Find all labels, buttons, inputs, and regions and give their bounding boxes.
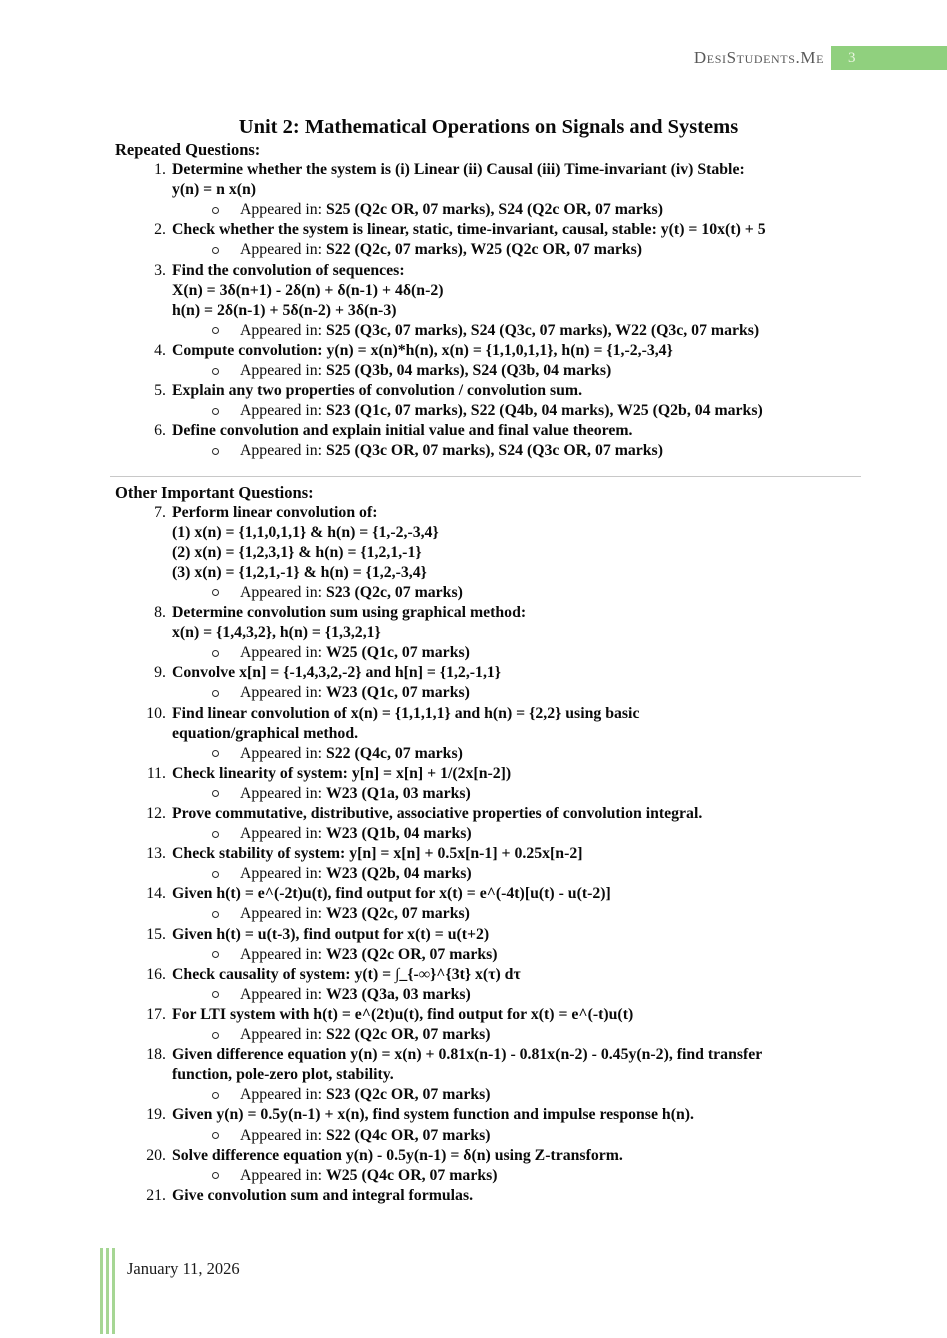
appeared-in-line xyxy=(115,945,915,965)
question-item xyxy=(115,341,915,381)
question-line xyxy=(115,1045,915,1065)
bullet-circle-icon xyxy=(212,690,219,697)
question-item xyxy=(115,884,915,924)
question-item xyxy=(115,844,915,884)
question-line xyxy=(115,724,915,744)
question-line xyxy=(115,603,915,623)
appeared-in-detail: S23 (Q2c, 07 marks) xyxy=(325,583,463,601)
appeared-in-detail: W25 (Q4c OR, 07 marks) xyxy=(325,1166,498,1184)
appeared-in-line xyxy=(115,240,915,260)
question-line xyxy=(115,1065,915,1085)
question-line xyxy=(115,925,915,945)
question-text: y(n) = n x(n) xyxy=(172,181,257,199)
question-text: Define convolution and explain initial value and final value theorem. xyxy=(172,422,633,440)
question-number: 10. xyxy=(146,704,166,722)
appeared-in-line xyxy=(115,583,915,603)
question-line xyxy=(115,1146,915,1166)
document-content xyxy=(115,114,915,1206)
question-line xyxy=(115,503,915,523)
appeared-in-label: Appeared in: xyxy=(240,744,326,762)
question-line xyxy=(115,543,915,563)
question-number: 21. xyxy=(146,1186,166,1204)
appeared-in-label: Appeared in: xyxy=(240,865,326,883)
appeared-in-line xyxy=(115,401,915,421)
appeared-in-detail: W23 (Q2c OR, 07 marks) xyxy=(325,945,498,963)
appeared-in-label: Appeared in: xyxy=(240,583,326,601)
page-title: Unit 2: Mathematical Operations on Signals and Systems xyxy=(238,116,739,138)
appeared-in-label: Appeared in: xyxy=(240,945,326,963)
question-item xyxy=(115,1105,915,1145)
question-line xyxy=(115,1186,915,1206)
question-line xyxy=(115,884,915,904)
question-item xyxy=(115,663,915,703)
appeared-in-label: Appeared in: xyxy=(240,1086,326,1104)
question-line xyxy=(115,381,915,401)
section-divider xyxy=(110,476,861,477)
question-item xyxy=(115,220,915,260)
question-number: 14. xyxy=(146,885,166,903)
question-text: function, pole-zero plot, stability. xyxy=(172,1066,394,1084)
bullet-circle-icon xyxy=(212,790,219,797)
question-item xyxy=(115,925,915,965)
appeared-in-detail: W23 (Q1c, 07 marks) xyxy=(325,684,470,702)
question-number: 8. xyxy=(154,604,166,622)
bullet-circle-icon xyxy=(212,1172,219,1179)
question-text: Check causality of system: y(t) = ∫_{-∞}^{3t} x(τ) dτ xyxy=(172,965,521,983)
question-text: (1) x(n) = {1,1,0,1,1} & h(n) = {1,-2,-3,4} xyxy=(172,523,439,541)
appeared-in-detail: S25 (Q3c, 07 marks), S24 (Q3c, 07 marks), W22 (Q3c, 07 marks) xyxy=(325,321,760,339)
section-heading: Repeated Questions: xyxy=(115,140,261,159)
question-line xyxy=(115,261,915,281)
appeared-in-line xyxy=(115,361,915,381)
appeared-in-label: Appeared in: xyxy=(240,1166,326,1184)
bullet-circle-icon xyxy=(212,911,219,918)
appeared-in-label: Appeared in: xyxy=(240,1026,326,1044)
question-number: 5. xyxy=(154,382,166,400)
question-item xyxy=(115,421,915,461)
question-number: 2. xyxy=(154,221,166,239)
appeared-in-detail: S22 (Q4c OR, 07 marks) xyxy=(325,1126,491,1144)
appeared-in-line xyxy=(115,1025,915,1045)
question-item xyxy=(115,1186,915,1206)
appeared-in-line xyxy=(115,744,915,764)
appeared-in-label: Appeared in: xyxy=(240,362,326,380)
question-number: 16. xyxy=(146,965,166,983)
appeared-in-detail: S25 (Q3c OR, 07 marks), S24 (Q3c OR, 07 marks) xyxy=(325,442,663,460)
question-line xyxy=(115,623,915,643)
question-text: Give convolution sum and integral formulas. xyxy=(172,1186,474,1204)
appeared-in-label: Appeared in: xyxy=(240,905,326,923)
question-item xyxy=(115,965,915,1005)
appeared-in-label: Appeared in: xyxy=(240,825,326,843)
appeared-in-line xyxy=(115,985,915,1005)
appeared-in-detail: S23 (Q1c, 07 marks), S22 (Q4b, 04 marks), W25 (Q2b, 04 marks) xyxy=(325,402,763,420)
question-number: 15. xyxy=(146,925,166,943)
question-item xyxy=(115,804,915,844)
question-line xyxy=(115,220,915,240)
question-line xyxy=(115,563,915,583)
appeared-in-line xyxy=(115,864,915,884)
question-text: (2) x(n) = {1,2,3,1} & h(n) = {1,2,1,-1} xyxy=(172,543,422,561)
question-text: Find linear convolution of x(n) = {1,1,1,1} and h(n) = {2,2} using basic xyxy=(172,704,640,722)
bullet-circle-icon xyxy=(212,871,219,878)
question-item xyxy=(115,603,915,663)
question-text: X(n) = 3δ(n+1) - 2δ(n) + δ(n-1) + 4δ(n-2) xyxy=(172,281,444,299)
question-text: For LTI system with h(t) = e^(2t)u(t), find output for x(t) = e^(-t)u(t) xyxy=(172,1005,634,1023)
question-text: Given h(t) = u(t-3), find output for x(t) = u(t+2) xyxy=(172,925,490,943)
question-text: Given y(n) = 0.5y(n-1) + x(n), find system function and impulse response h(n). xyxy=(172,1106,694,1124)
appeared-in-line xyxy=(115,200,915,220)
appeared-in-detail: S25 (Q3b, 04 marks), S24 (Q3b, 04 marks) xyxy=(325,362,612,380)
appeared-in-detail: W23 (Q1b, 04 marks) xyxy=(325,825,472,843)
question-item xyxy=(115,503,915,603)
question-number: 17. xyxy=(146,1005,166,1023)
page-header xyxy=(694,46,947,70)
question-line xyxy=(115,804,915,824)
appeared-in-label: Appeared in: xyxy=(240,201,326,219)
question-text: Check whether the system is linear, static, time-invariant, causal, stable: y(t) = 10x(t) + 5 xyxy=(172,221,766,239)
question-text: Check stability of system: y[n] = x[n] + 0.5x[n-1] + 0.25x[n-2] xyxy=(172,845,583,863)
question-number: 19. xyxy=(146,1106,166,1124)
appeared-in-detail: S25 (Q2c OR, 07 marks), S24 (Q2c OR, 07 marks) xyxy=(325,201,663,219)
appeared-in-detail: S22 (Q4c, 07 marks) xyxy=(325,744,463,762)
appeared-in-detail: W25 (Q1c, 07 marks) xyxy=(325,644,470,662)
bullet-circle-icon xyxy=(212,368,219,375)
page-number-badge xyxy=(831,46,947,70)
question-text: Convolve x[n] = {-1,4,3,2,-2} and h[n] = {1,2,-1,1} xyxy=(172,664,502,682)
appeared-in-label: Appeared in: xyxy=(240,784,326,802)
appeared-in-label: Appeared in: xyxy=(240,442,326,460)
appeared-in-label: Appeared in: xyxy=(240,241,326,259)
question-item xyxy=(115,704,915,764)
section-heading: Other Important Questions: xyxy=(115,482,314,502)
question-item xyxy=(115,160,915,220)
question-line xyxy=(115,663,915,683)
question-text: Given difference equation y(n) = x(n) + 0.81x(n-1) - 0.81x(n-2) - 0.45y(n-2), find transfer xyxy=(172,1046,763,1064)
bullet-circle-icon xyxy=(212,327,219,334)
question-number: 13. xyxy=(146,845,166,863)
appeared-in-label: Appeared in: xyxy=(240,1126,326,1144)
question-line xyxy=(115,281,915,301)
bullet-circle-icon xyxy=(212,1092,219,1099)
appeared-in-detail: S22 (Q2c, 07 marks), W25 (Q2c OR, 07 marks) xyxy=(325,241,643,259)
question-text: Compute convolution: y(n) = x(n)*h(n), x(n) = {1,1,0,1,1}, h(n) = {1,-2,-3,4} xyxy=(172,341,673,359)
question-line xyxy=(115,704,915,724)
appeared-in-label: Appeared in: xyxy=(240,402,326,420)
bullet-circle-icon xyxy=(212,831,219,838)
question-text: h(n) = 2δ(n-1) + 5δ(n-2) + 3δ(n-3) xyxy=(172,301,397,319)
bullet-circle-icon xyxy=(212,951,219,958)
bullet-circle-icon xyxy=(212,247,219,254)
question-number: 1. xyxy=(154,161,166,179)
question-line xyxy=(115,180,915,200)
question-line xyxy=(115,1105,915,1125)
appeared-in-detail: W23 (Q2c, 07 marks) xyxy=(325,905,470,923)
question-number: 4. xyxy=(154,341,166,359)
question-text: Perform linear convolution of: xyxy=(172,503,378,521)
appeared-in-detail: S22 (Q2c OR, 07 marks) xyxy=(325,1026,491,1044)
question-item xyxy=(115,381,915,421)
page-number: 3 xyxy=(848,50,856,66)
appeared-in-line xyxy=(115,1166,915,1186)
bullet-circle-icon xyxy=(212,207,219,214)
site-name: DesiStudents.Me xyxy=(693,48,824,67)
question-line xyxy=(115,421,915,441)
question-item xyxy=(115,1045,915,1105)
bullet-circle-icon xyxy=(212,1032,219,1039)
question-text: (3) x(n) = {1,2,1,-1} & h(n) = {1,2,-3,4} xyxy=(172,563,427,581)
appeared-in-label: Appeared in: xyxy=(240,684,326,702)
question-number: 3. xyxy=(154,261,166,279)
question-text: Solve difference equation y(n) - 0.5y(n-1) = δ(n) using Z-transform. xyxy=(172,1146,623,1164)
question-number: 11. xyxy=(146,764,166,782)
question-item xyxy=(115,1146,915,1186)
question-sections xyxy=(115,140,915,1206)
question-number: 7. xyxy=(154,503,166,521)
appeared-in-line xyxy=(115,784,915,804)
question-text: Prove commutative, distributive, associative properties of convolution integral. xyxy=(172,805,703,822)
question-line xyxy=(115,844,915,864)
question-line xyxy=(115,523,915,543)
appeared-in-label: Appeared in: xyxy=(240,644,326,662)
question-text: Explain any two properties of convolution / convolution sum. xyxy=(172,382,583,400)
appeared-in-label: Appeared in: xyxy=(240,321,326,339)
question-number: 18. xyxy=(146,1046,166,1064)
question-text: equation/graphical method. xyxy=(172,724,359,742)
question-text: Find the convolution of sequences: xyxy=(172,261,405,279)
appeared-in-line xyxy=(115,1085,915,1105)
question-text: Check linearity of system: y[n] = x[n] + 1/(2x[n-2]) xyxy=(172,764,512,782)
footer-decoration-bars-icon xyxy=(100,1248,118,1334)
question-text: Determine whether the system is (i) Linear (ii) Causal (iii) Time-invariant (iv) Stable: xyxy=(172,161,745,179)
question-number: 6. xyxy=(154,422,166,440)
question-item xyxy=(115,261,915,341)
bullet-circle-icon xyxy=(212,991,219,998)
appeared-in-detail: W23 (Q3a, 03 marks) xyxy=(325,985,471,1003)
bullet-circle-icon xyxy=(212,750,219,757)
appeared-in-line xyxy=(115,1126,915,1146)
question-line xyxy=(115,764,915,784)
appeared-in-line xyxy=(115,683,915,703)
bullet-circle-icon xyxy=(212,408,219,415)
question-item xyxy=(115,1005,915,1045)
question-number: 20. xyxy=(146,1146,166,1164)
appeared-in-line xyxy=(115,441,915,461)
bullet-circle-icon xyxy=(212,650,219,657)
appeared-in-line xyxy=(115,824,915,844)
appeared-in-line xyxy=(115,321,915,341)
appeared-in-detail: W23 (Q1a, 03 marks) xyxy=(325,784,471,802)
question-item xyxy=(115,764,915,804)
footer-date: January 11, 2026 xyxy=(127,1259,240,1278)
question-line xyxy=(115,965,915,985)
question-line xyxy=(115,341,915,361)
question-line xyxy=(115,1005,915,1025)
bullet-circle-icon xyxy=(212,1132,219,1139)
bullet-circle-icon xyxy=(212,448,219,455)
question-number: 12. xyxy=(146,805,166,822)
question-text: Given h(t) = e^(-2t)u(t), find output for x(t) = e^(-4t)[u(t) - u(t-2)] xyxy=(172,885,611,903)
appeared-in-detail: W23 (Q2b, 04 marks) xyxy=(325,865,472,883)
appeared-in-line xyxy=(115,643,915,663)
question-text: Determine convolution sum using graphical method: xyxy=(172,604,527,622)
bullet-circle-icon xyxy=(212,589,219,596)
appeared-in-detail: S23 (Q2c OR, 07 marks) xyxy=(325,1086,491,1104)
question-line xyxy=(115,301,915,321)
question-number: 9. xyxy=(154,664,166,682)
appeared-in-label: Appeared in: xyxy=(240,985,326,1003)
appeared-in-line xyxy=(115,904,915,924)
question-line xyxy=(115,160,915,180)
question-text: x(n) = {1,4,3,2}, h(n) = {1,3,2,1} xyxy=(172,624,381,642)
